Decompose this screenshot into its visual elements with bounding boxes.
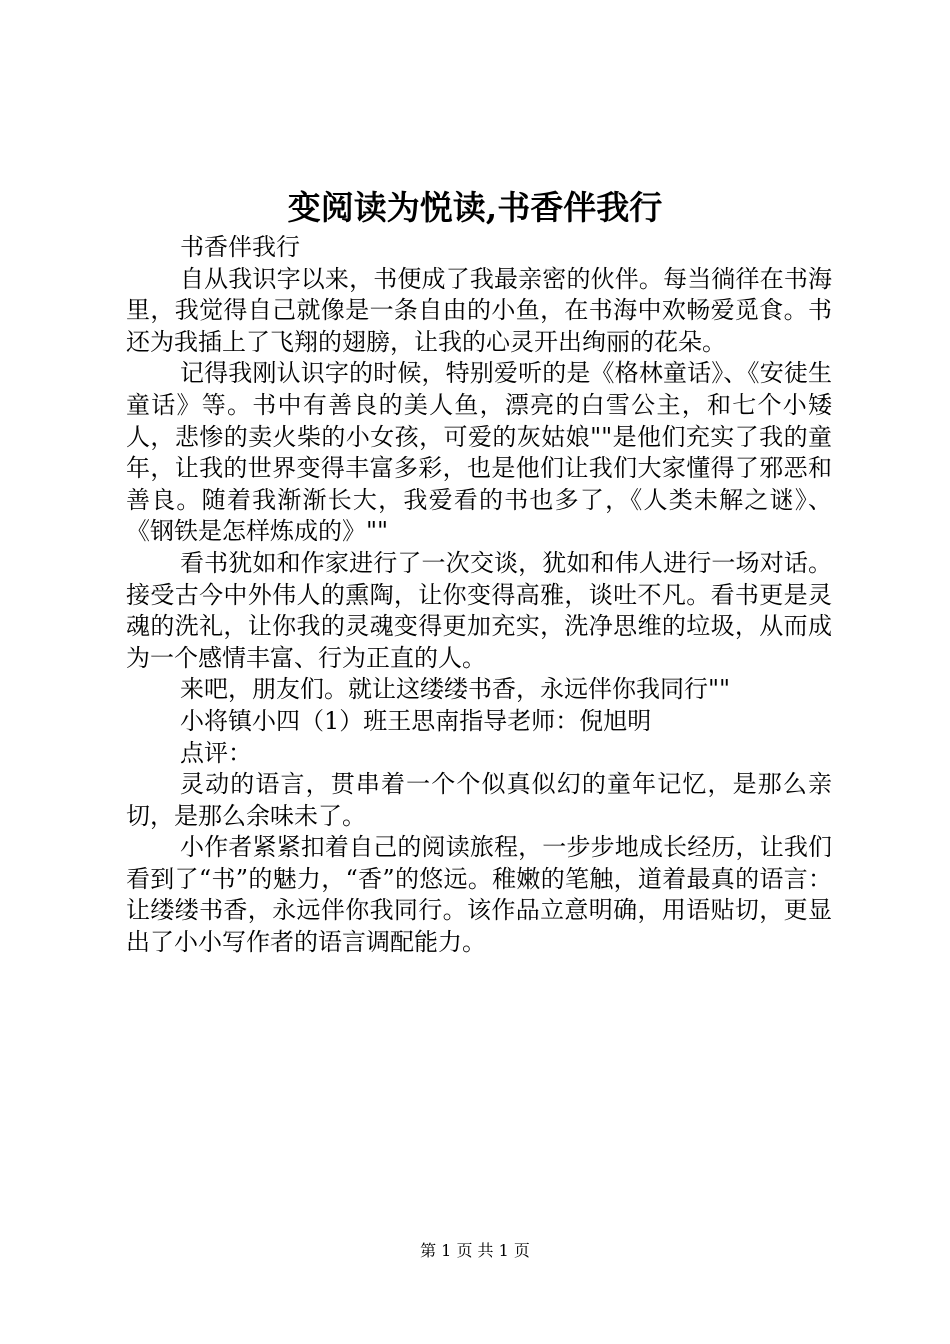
author-line: 小将镇小四（1）班王思南指导老师：倪旭明	[180, 706, 652, 735]
page-footer: 第 1 页 共 1 页	[420, 1241, 530, 1260]
comment-heading: 点评：	[180, 738, 252, 767]
comment-paragraph: 灵动的语言，贯串着一个个似真似幻的童年记忆，是那么亲切，是那么余味未了。	[126, 770, 832, 830]
comment-paragraph: 小作者紧紧扣着自己的阅读旅程，一步步地成长经历，让我们看到了“书”的魅力，“香”的悠远。稚嫩的笔触，道着最真的语言：让缕缕书香，永远伴你我同行。该作品立意明确，用语贴切，更显出了小小写作者的语言调配能力。	[126, 833, 832, 957]
body-paragraph: 自从我识字以来，书便成了我最亲密的伙伴。每当徜徉在书海里，我觉得自己就像是一条自由的小鱼，在书海中欢畅爱觅食。书还为我插上了飞翔的翅膀，让我的心灵开出绚丽的花朵。	[126, 264, 832, 356]
document-title: 变阅读为悦读,书香伴我行	[287, 188, 663, 227]
body-paragraph: 来吧，朋友们。就让这缕缕书香，永远伴你我同行""	[180, 675, 731, 704]
body-paragraph: 看书犹如和作家进行了一次交谈，犹如和伟人进行一场对话。接受古今中外伟人的熏陶，让你变得高雅，谈吐不凡。看书更是灵魂的洗礼，让你我的灵魂变得更加充实，洗净思维的垃圾，从而成为一个感情丰富、行为正直的人。	[126, 548, 832, 672]
subtitle-paragraph: 书香伴我行	[180, 233, 300, 261]
document-body	[126, 232, 832, 959]
body-paragraph: 记得我刚认识字的时候，特别爱听的是《格林童话》、《安徒生童话》等。书中有善良的美人鱼，漂亮的白雪公主，和七个小矮人，悲惨的卖火柴的小女孩，可爱的灰姑娘""是他们充实了我的童年，让我的世界变得丰富多彩，也是他们让我们大家懂得了邪恶和善良。随着我渐渐长大，我爱看的书也多了，《人类未解之谜》、《钢铁是怎样炼成的》""	[126, 359, 832, 546]
